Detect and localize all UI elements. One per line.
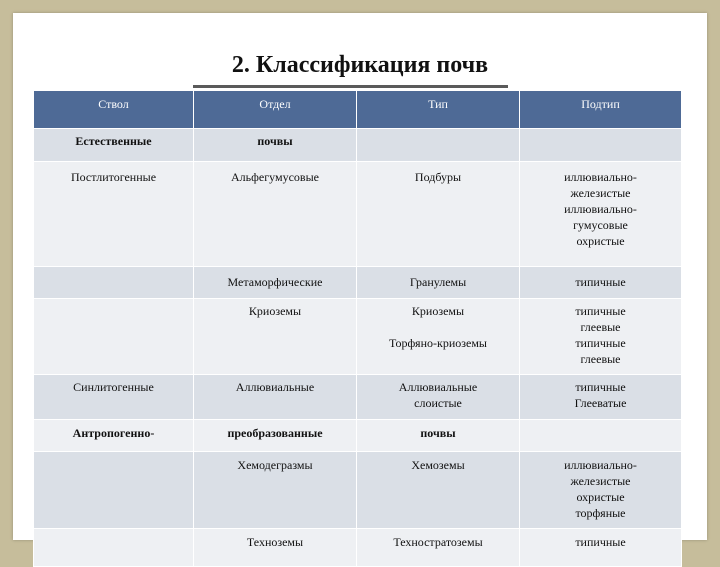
soil-classification-table [33, 90, 682, 567]
table-row [34, 529, 682, 567]
table-cell: типичные Глееватые [520, 375, 682, 420]
table-cell: Хемодегразмы [194, 452, 357, 529]
table-cell [357, 129, 520, 162]
table-cell: типичные глеевые типичные глеевые [520, 299, 682, 375]
table-row [34, 129, 682, 162]
table-row [34, 420, 682, 452]
table-cell [34, 529, 194, 567]
table-cell: Естественные [34, 129, 194, 162]
table-row [34, 162, 682, 267]
table-cell [34, 267, 194, 299]
table-row [34, 299, 682, 375]
table-cell: Гранулемы [357, 267, 520, 299]
header-cell: Подтип [520, 91, 682, 129]
table-row [34, 267, 682, 299]
table-cell: Аллювиальные [194, 375, 357, 420]
table-cell [520, 129, 682, 162]
table-cell: Синлитогенные [34, 375, 194, 420]
table-cell: Антропогенно- [34, 420, 194, 452]
table-cell: Криоземы Торфяно-криоземы [357, 299, 520, 375]
header-cell: Отдел [194, 91, 357, 129]
table-cell: Хемоземы [357, 452, 520, 529]
title-underline [193, 85, 508, 88]
table-cell: Альфегумусовые [194, 162, 357, 267]
table-cell: почвы [357, 420, 520, 452]
table-cell: Криоземы [194, 299, 357, 375]
table-cell: Постлитогенные [34, 162, 194, 267]
table-row [34, 375, 682, 420]
table-cell: иллювиально- железистые иллювиально- гумусовые охристые [520, 162, 682, 267]
table-cell: Техноземы [194, 529, 357, 567]
table-cell: типичные [520, 267, 682, 299]
table-cell: типичные [520, 529, 682, 567]
table-cell [34, 452, 194, 529]
table-cell: почвы [194, 129, 357, 162]
table-cell [520, 420, 682, 452]
table-cell: Подбуры [357, 162, 520, 267]
table-cell [34, 299, 194, 375]
table-cell: Техностратоземы [357, 529, 520, 567]
header-cell: Тип [357, 91, 520, 129]
table-cell: иллювиально- железистые охристые торфяные [520, 452, 682, 529]
slide-title: 2. Классификация почв [231, 52, 489, 78]
table-cell: преобразованные [194, 420, 357, 452]
table-cell: Аллювиальные слоистые [357, 375, 520, 420]
table-cell: Метаморфические [194, 267, 357, 299]
header-cell: Ствол [34, 91, 194, 129]
table-row [34, 452, 682, 529]
header-row [34, 91, 682, 129]
